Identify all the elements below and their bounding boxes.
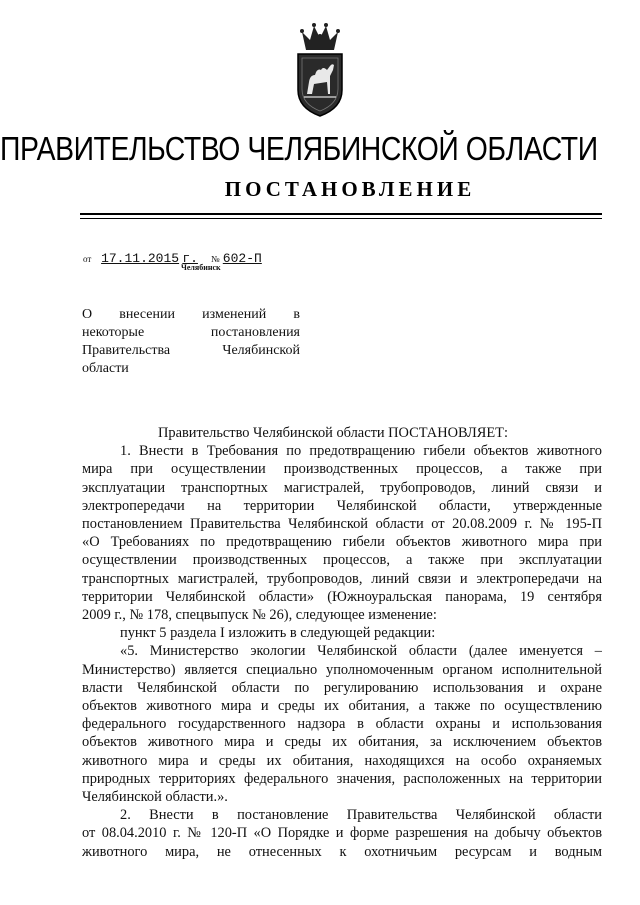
body-line: постановлением Правительства Челябинской области от 20.08.2009 г. № 195-П [82,516,602,533]
year-suffix: г. [182,251,198,266]
resolution-intro: Правительство Челябинской области ПОСТАНОВЛЯЕТ: [158,425,508,441]
body-line: «О Требованиях по предотвращению гибели объектов животного мира при [82,534,602,551]
body-line: федерального государственного надзора в области охраны и использования [82,716,602,733]
body-line: животного мира, не отнесенных к охотничьим ресурсам и водным [82,843,602,860]
body-line: «5. Министерство экологии Челябинской области (далее именуется – [120,643,602,660]
document-date: 17.11.2015 [101,251,180,266]
body-line: от 08.04.2010 г. № 120-П «О Порядке и форме разрешения на добычу объектов [82,825,602,842]
body-line: Челябинской области.». [82,789,228,806]
body-line: территории Челябинской области» (Южноуральская панорама, 19 сентября [82,588,602,605]
body-line: природных территориях федерального значения, расположенных на территории [82,770,602,787]
subject-line: О внесении изменений в [82,307,300,322]
body-line: Министерство) является специально уполномоченным органом исполнительной [82,661,602,678]
document-subject [82,306,300,378]
body-line: осуществлении производственных процессов, а также при эксплуатации [82,552,602,569]
body-line: электропередачи на территории Челябинской области, утвержденные [82,497,602,514]
document-type-heading: ПОСТАНОВЛЕНИЕ [224,177,476,201]
header-divider-thin [80,218,602,219]
body-line: 1. Внести в Требования по предотвращению гибели объектов животного [120,443,602,460]
subject-line: области [82,361,129,376]
number-label: № [210,254,220,264]
government-title: ПРАВИТЕЛЬСТВО ЧЕЛЯБИНСКОЙ ОБЛАСТИ [0,130,598,167]
body-line: объектов животного мира и среды их обитания, за исключением объектов [82,734,602,751]
body-line: объектов животного мира и среды их обитания, а также по осуществлению [82,698,602,715]
from-label: от [83,254,92,264]
subject-line: Правительства Челябинской [82,343,300,358]
chelyabinsk-coat-of-arms-icon [292,20,348,120]
body-line: власти Челябинской области по регулированию использования и охране [82,679,602,696]
document-number: 602-П [222,251,262,266]
document-body [82,424,602,861]
body-line: 2. Внести в постановление Правительства Челябинской области [120,807,602,824]
subject-line: некоторые постановления [82,325,300,340]
header-divider-thick [80,213,602,215]
body-line: животного мира и среды их обитания, находящихся на особо охраняемых [82,752,602,769]
body-line: 2009 г., № 178, спецвыпуск № 26), следующее изменение: [82,607,437,624]
registration-line [83,250,262,266]
body-line: эксплуатации транспортных магистралей, трубопроводов, линий связи и [82,479,602,496]
body-line: пункт 5 раздела I изложить в следующей редакции: [120,625,436,642]
document-city: Челябинск [181,263,221,272]
body-line: мира при осуществлении производственных процессов, а также при [82,461,602,478]
body-line: транспортных магистралей, трубопроводов, линий связи и электропередачи на [82,570,602,587]
